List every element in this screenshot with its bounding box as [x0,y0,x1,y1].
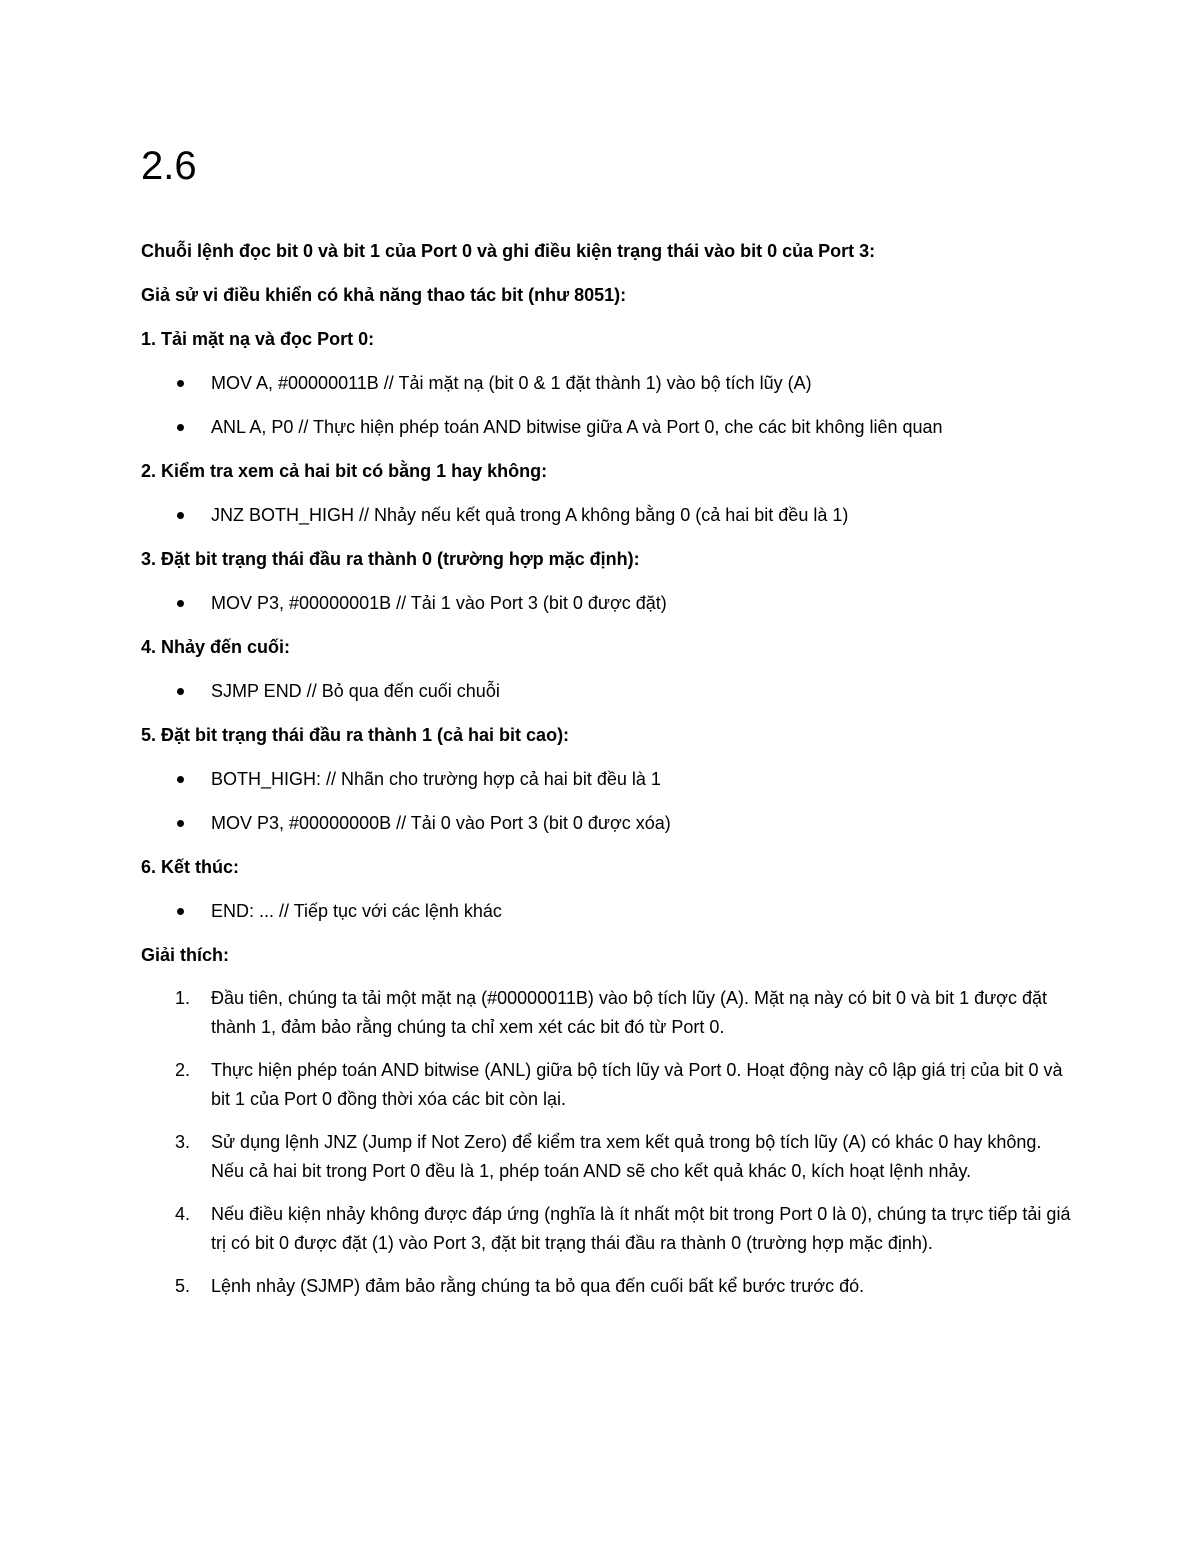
intro-title: Chuỗi lệnh đọc bit 0 và bit 1 của Port 0 và ghi điều kiện trạng thái vào bit 0 của Port 3: [141,241,876,261]
explanation-item [141,1200,1071,1258]
explanation-text: Thực hiện phép toán AND bitwise (ANL) giữa bộ tích lũy và Port 0. Hoạt động này cô lập giá trị của bit 0 và bit 1 của Port 0 đồng thời xóa các bit còn lại. [211,1060,1063,1109]
explanation-title: Giải thích: [141,945,230,965]
step-label: 4. Nhảy đến cuối: [141,637,291,657]
bullet-icon [177,820,184,827]
explanation-list [141,984,1071,1301]
item-number: 5. [175,1276,191,1296]
section-heading: 2.6 [141,144,197,188]
bullet-icon [177,424,184,431]
instruction-item [141,588,1071,618]
step-label: 5. Đặt bit trạng thái đầu ra thành 1 (cả hai bit cao): [141,725,570,745]
explanation-text: Nếu điều kiện nhảy không được đáp ứng (nghĩa là ít nhất một bit trong Port 0 là 0), chúng ta trực tiếp tải giá trị có bit 0 được đặt (1) vào Port 3, đặt bit trạng thái đầu ra thành 0 (trường hợp mặc định). [211,1204,1071,1253]
bullet-icon [177,380,184,387]
instruction-item [141,896,1071,926]
step-instruction-list [141,368,1071,442]
document-content [141,236,1071,1315]
instruction-item [141,764,1071,794]
step-label: 1. Tải mặt nạ và đọc Port 0: [141,329,375,349]
step-instruction-list [141,896,1071,926]
instruction-text: MOV P3, #00000001B // Tải 1 vào Port 3 (bit 0 được đặt) [211,593,667,613]
intro-assumption: Giả sử vi điều khiển có khả năng thao tác bit (như 8051): [141,285,627,305]
explanation-item [141,984,1071,1042]
explanation-text: Lệnh nhảy (SJMP) đảm bảo rằng chúng ta bỏ qua đến cuối bất kể bước trước đó. [211,1276,865,1296]
step-label: 6. Kết thúc: [141,857,240,877]
bullet-icon [177,908,184,915]
instruction-text: END: ... // Tiếp tục với các lệnh khác [211,901,502,921]
bullet-icon [177,688,184,695]
step-instruction-list [141,764,1071,838]
step-label: 3. Đặt bit trạng thái đầu ra thành 0 (trường hợp mặc định): [141,549,640,569]
instruction-item [141,500,1071,530]
explanation-text: Sử dụng lệnh JNZ (Jump if Not Zero) để kiểm tra xem kết quả trong bộ tích lũy (A) có khác 0 hay không. Nếu cả hai bit trong Port 0 đều là 1, phép toán AND sẽ cho kết quả khác 0, kích hoạt lệnh nhảy. [211,1132,1042,1181]
instruction-text: JNZ BOTH_HIGH // Nhảy nếu kết quả trong A không bằng 0 (cả hai bit đều là 1) [211,505,849,525]
instruction-text: ANL A, P0 // Thực hiện phép toán AND bitwise giữa A và Port 0, che các bit không liên quan [211,417,943,437]
explanation-item [141,1272,1071,1301]
instruction-item [141,368,1071,398]
instruction-item [141,676,1071,706]
instruction-text: MOV A, #00000011B // Tải mặt nạ (bit 0 & 1 đặt thành 1) vào bộ tích lũy (A) [211,373,812,393]
step-instruction-list [141,588,1071,618]
bullet-icon [177,776,184,783]
item-number: 1. [175,988,191,1008]
instruction-item [141,808,1071,838]
instruction-item [141,412,1071,442]
item-number: 4. [175,1204,191,1224]
explanation-text: Đầu tiên, chúng ta tải một mặt nạ (#00000011B) vào bộ tích lũy (A). Mặt nạ này có bit 0 và bit 1 được đặt thành 1, đảm bảo rằng chúng ta chỉ xem xét các bit đó từ Port 0. [211,988,1047,1037]
bullet-icon [177,600,184,607]
step-instruction-list [141,500,1071,530]
instruction-text: SJMP END // Bỏ qua đến cuối chuỗi [211,681,500,701]
item-number: 2. [175,1060,191,1080]
step-instruction-list [141,676,1071,706]
bullet-icon [177,512,184,519]
explanation-item [141,1056,1071,1114]
step-label: 2. Kiểm tra xem cả hai bit có bằng 1 hay không: [141,461,548,481]
instruction-text: BOTH_HIGH: // Nhãn cho trường hợp cả hai bit đều là 1 [211,769,661,789]
item-number: 3. [175,1132,191,1152]
explanation-item [141,1128,1071,1186]
instruction-text: MOV P3, #00000000B // Tải 0 vào Port 3 (bit 0 được xóa) [211,813,671,833]
